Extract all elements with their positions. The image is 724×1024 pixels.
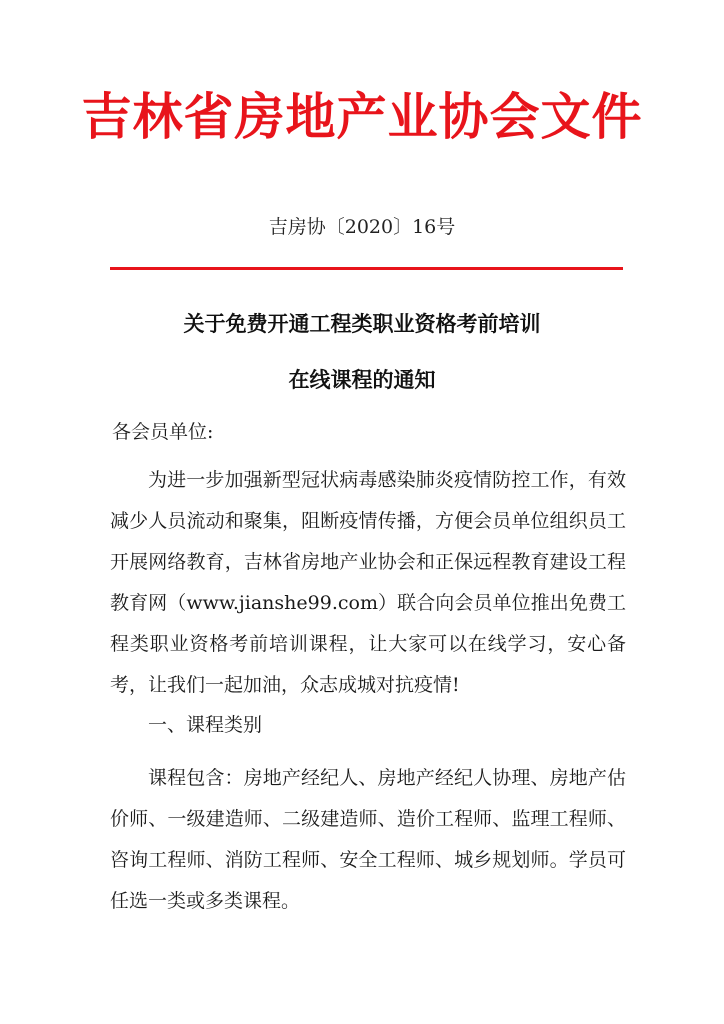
- body-paragraph-2: 课程包含：房地产经纪人、房地产经纪人协理、房地产估价师、一级建造师、二级建造师、造价工程师、监理工程师、咨询工程师、消防工程师、安全工程师、城乡规划师。学员可任选一类或多类课程。: [110, 767, 626, 912]
- document-header-title: 吉林省房地产业协会文件: [81, 87, 643, 146]
- notice-title-line-2: 在线课程的通知: [288, 367, 436, 392]
- red-divider-line: [110, 267, 623, 270]
- document-number: 吉房协〔2020〕16号: [268, 216, 456, 238]
- body-paragraph-1: 为进一步加强新型冠状病毒感染肺炎疫情防控工作，有效减少人员流动和聚集，阻断疫情传播，方便会员单位组织员工开展网络教育，吉林省房地产业协会和正保远程教育建设工程教育网（www.jianshe99.com）联合向会员单位推出免费工程类职业资格考前培训课程，让大家可以在线学习，安心备考，让我们一起加油，众志成城对抗疫情!: [110, 469, 626, 696]
- section-heading-course-categories: 一、课程类别: [148, 714, 263, 736]
- salutation: 各会员单位:: [112, 421, 214, 443]
- notice-title-line-1: 关于免费开通工程类职业资格考前培训: [183, 311, 541, 336]
